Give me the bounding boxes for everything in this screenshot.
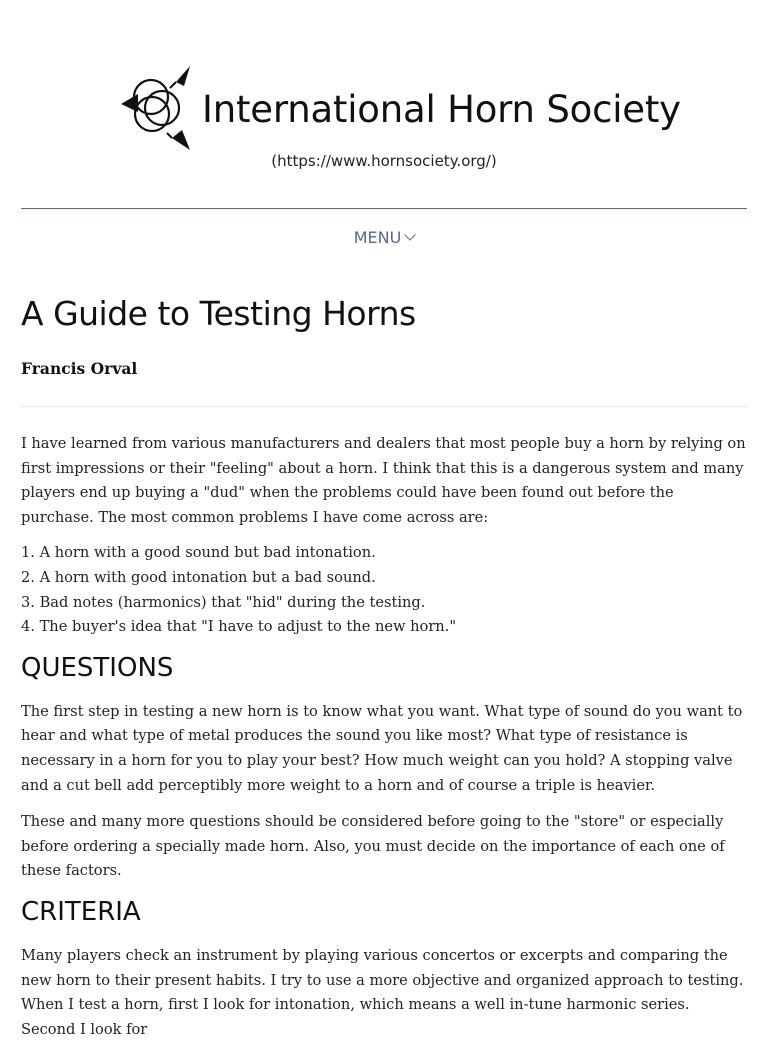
page-title: A Guide to Testing Horns bbox=[21, 294, 416, 333]
author-divider bbox=[21, 406, 747, 407]
site-header bbox=[0, 0, 768, 247]
menu-label: MENU bbox=[353, 228, 402, 247]
menu-toggle-button[interactable] bbox=[0, 228, 768, 247]
article-body bbox=[21, 432, 747, 1042]
section-heading-criteria: CRITERIA bbox=[21, 896, 141, 927]
list-item: 4. The buyer's idea that "I have to adjust to the new horn." bbox=[21, 618, 457, 636]
questions-paragraph-2: These and many more questions should be considered before going to the "store" or especially before ordering a specially made horn. Also, you must decide on the importance of each one of these factors. bbox=[21, 813, 725, 880]
list-item: 2. A horn with good intonation but a bad sound. bbox=[21, 568, 376, 586]
questions-paragraph-1: The first step in testing a new horn is to know what you want. What type of sound do you want to hear and what type of metal produces the sound you like most? What type of resistance is necessary in a horn for you to play your best? How much weight can you hold? A stopping valve and a cut bell add perceptibly more weight to a horn and of course a triple is heavier. bbox=[21, 702, 743, 794]
section-heading-questions: QUESTIONS bbox=[21, 652, 174, 683]
site-logo-link[interactable] bbox=[118, 64, 681, 154]
criteria-paragraph-1: Many players check an instrument by playing various concertos or excerpts and comparing the new horn to their present habits. I try to use a more objective and organized approach to testing. When I test a horn, first I look for intonation, which means a well in-tune harmonic series. Second I look for bbox=[21, 946, 744, 1038]
problem-list bbox=[21, 541, 747, 639]
horn-society-logo-icon bbox=[118, 64, 198, 154]
article bbox=[21, 290, 747, 1042]
list-item: 3. Bad notes (harmonics) that "hid" during the testing. bbox=[21, 593, 426, 611]
list-item: 1. A horn with a good sound but bad intonation. bbox=[21, 544, 376, 562]
site-name: International Horn Society bbox=[202, 87, 681, 131]
article-author: Francis Orval bbox=[21, 359, 138, 378]
intro-paragraph: I have learned from various manufacturers and dealers that most people buy a horn by relying on first impressions or their "feeling" about a horn. I think that this is a dangerous system and many players end up buying a "dud" when the problems could have been found out before the purchase. The most common problems I have come across are: bbox=[21, 435, 746, 526]
chevron-down-icon bbox=[405, 229, 416, 240]
header-divider bbox=[21, 208, 747, 209]
site-url-link[interactable]: (https://www.hornsociety.org/) bbox=[271, 152, 497, 170]
